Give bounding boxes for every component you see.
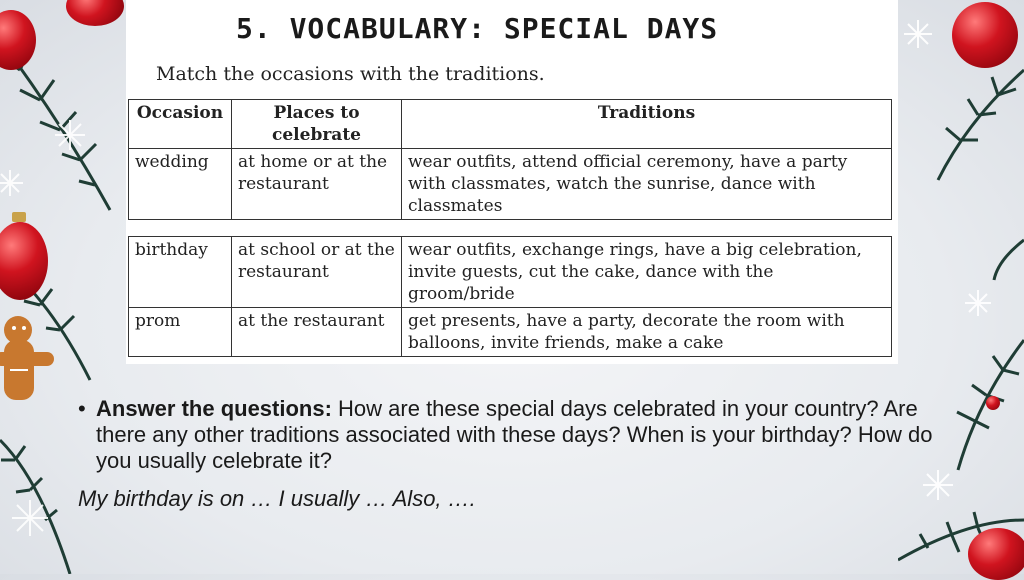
table-row	[129, 237, 892, 308]
cell-occasion: wedding	[129, 149, 232, 220]
cell-places: at home or at the restaurant	[232, 149, 402, 220]
vocabulary-table-top	[128, 99, 892, 220]
header-occasion: Occasion	[129, 100, 232, 149]
cell-occasion: birthday	[129, 237, 232, 308]
bullet-icon: •	[78, 396, 86, 421]
instruction-text: Match the occasions with the traditions.	[156, 63, 545, 85]
cell-places: at school or at the restaurant	[232, 237, 402, 308]
table-header-row	[129, 100, 892, 149]
header-traditions: Traditions	[402, 100, 892, 149]
cell-traditions: wear outfits, attend official ceremony, have a party with classmates, watch the sunrise, dance with classmates	[402, 149, 892, 220]
gingerbread-icon	[0, 316, 54, 400]
task-question-text	[96, 396, 958, 474]
fir-branch-icon	[898, 70, 1024, 560]
right-decorations	[898, 0, 1024, 574]
table-row	[129, 308, 892, 357]
header-places: Places to celebrate	[232, 100, 402, 149]
ornament-icon	[968, 528, 1024, 580]
vocabulary-table-bottom	[128, 236, 892, 357]
page-title: 5. VOCABULARY: SPECIAL DAYS	[236, 12, 719, 45]
cell-occasion: prom	[129, 308, 232, 357]
sample-answer: My birthday is on … I usually … Also, ….	[78, 486, 476, 511]
task-body: How are these special days celebrated in your country? Are there any other traditions associated with these days? When is your birthday? How do you usually celebrate it?	[96, 396, 933, 473]
cell-traditions: get presents, have a party, decorate the room with balloons, invite friends, make a cake	[402, 308, 892, 357]
task-label: Answer the questions:	[96, 396, 332, 421]
ornament-icon	[952, 2, 1018, 68]
cell-places: at the restaurant	[232, 308, 402, 357]
ornament-icon	[986, 396, 1000, 410]
table-row	[129, 149, 892, 220]
task-question	[78, 396, 958, 474]
ornament-cap-icon	[12, 212, 26, 222]
cell-traditions: wear outfits, exchange rings, have a big celebration, invite guests, cut the cake, dance with the groom/bride	[402, 237, 892, 308]
